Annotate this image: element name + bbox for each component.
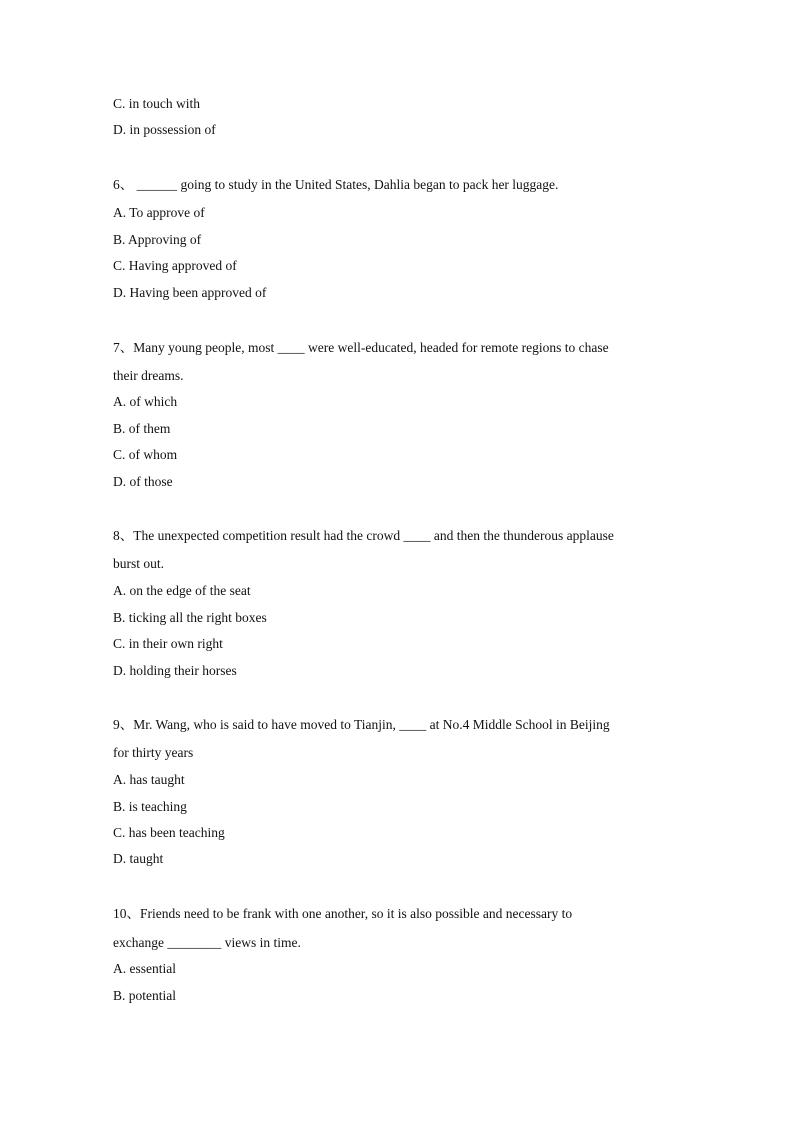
q7-option-b: B. of them	[113, 421, 171, 436]
q5-option-c: C. in touch with	[113, 96, 200, 111]
q7-stem-line2: their dreams.	[113, 368, 184, 383]
q5-option-d: D. in possession of	[113, 122, 216, 137]
q8-stem-line1: 8、The unexpected competition result had the crowd ____ and then the thunderous applause	[113, 528, 614, 543]
q8-option-d: D. holding their horses	[113, 663, 237, 678]
q8-stem-line2: burst out.	[113, 556, 165, 571]
q9-option-b: B. is teaching	[113, 799, 187, 814]
q7-stem-line1: 7、Many young people, most ____ were well-educated, headed for remote regions to chase	[113, 340, 609, 355]
q7-option-d: D. of those	[113, 474, 173, 489]
q8-option-a: A. on the edge of the seat	[113, 583, 251, 598]
q9-stem-line1: 9、Mr. Wang, who is said to have moved to Tianjin, ____ at No.4 Middle School in Beijing	[113, 717, 610, 732]
q6-option-c: C. Having approved of	[113, 258, 237, 273]
q6-option-b: B. Approving of	[113, 232, 202, 247]
q9-stem-line2: for thirty years	[113, 745, 194, 760]
q6-option-d: D. Having been approved of	[113, 285, 267, 300]
q10-option-b: B. potential	[113, 988, 176, 1003]
q10-stem-line1: 10、Friends need to be frank with one another, so it is also possible and necessary to	[113, 906, 573, 921]
q9-option-c: C. has been teaching	[113, 825, 225, 840]
q8-option-c: C. in their own right	[113, 636, 223, 651]
q8-option-b: B. ticking all the right boxes	[113, 610, 267, 625]
q9-option-d: D. taught	[113, 851, 164, 866]
q6-option-a: A. To approve of	[113, 205, 205, 220]
q6-stem: 6、 ______ going to study in the United States, Dahlia began to pack her luggage.	[113, 177, 559, 192]
q7-option-c: C. of whom	[113, 447, 178, 462]
q7-option-a: A. of which	[113, 394, 178, 409]
q9-option-a: A. has taught	[113, 772, 185, 787]
q10-option-a: A. essential	[113, 961, 176, 976]
q10-stem-line2: exchange ________ views in time.	[113, 935, 301, 950]
